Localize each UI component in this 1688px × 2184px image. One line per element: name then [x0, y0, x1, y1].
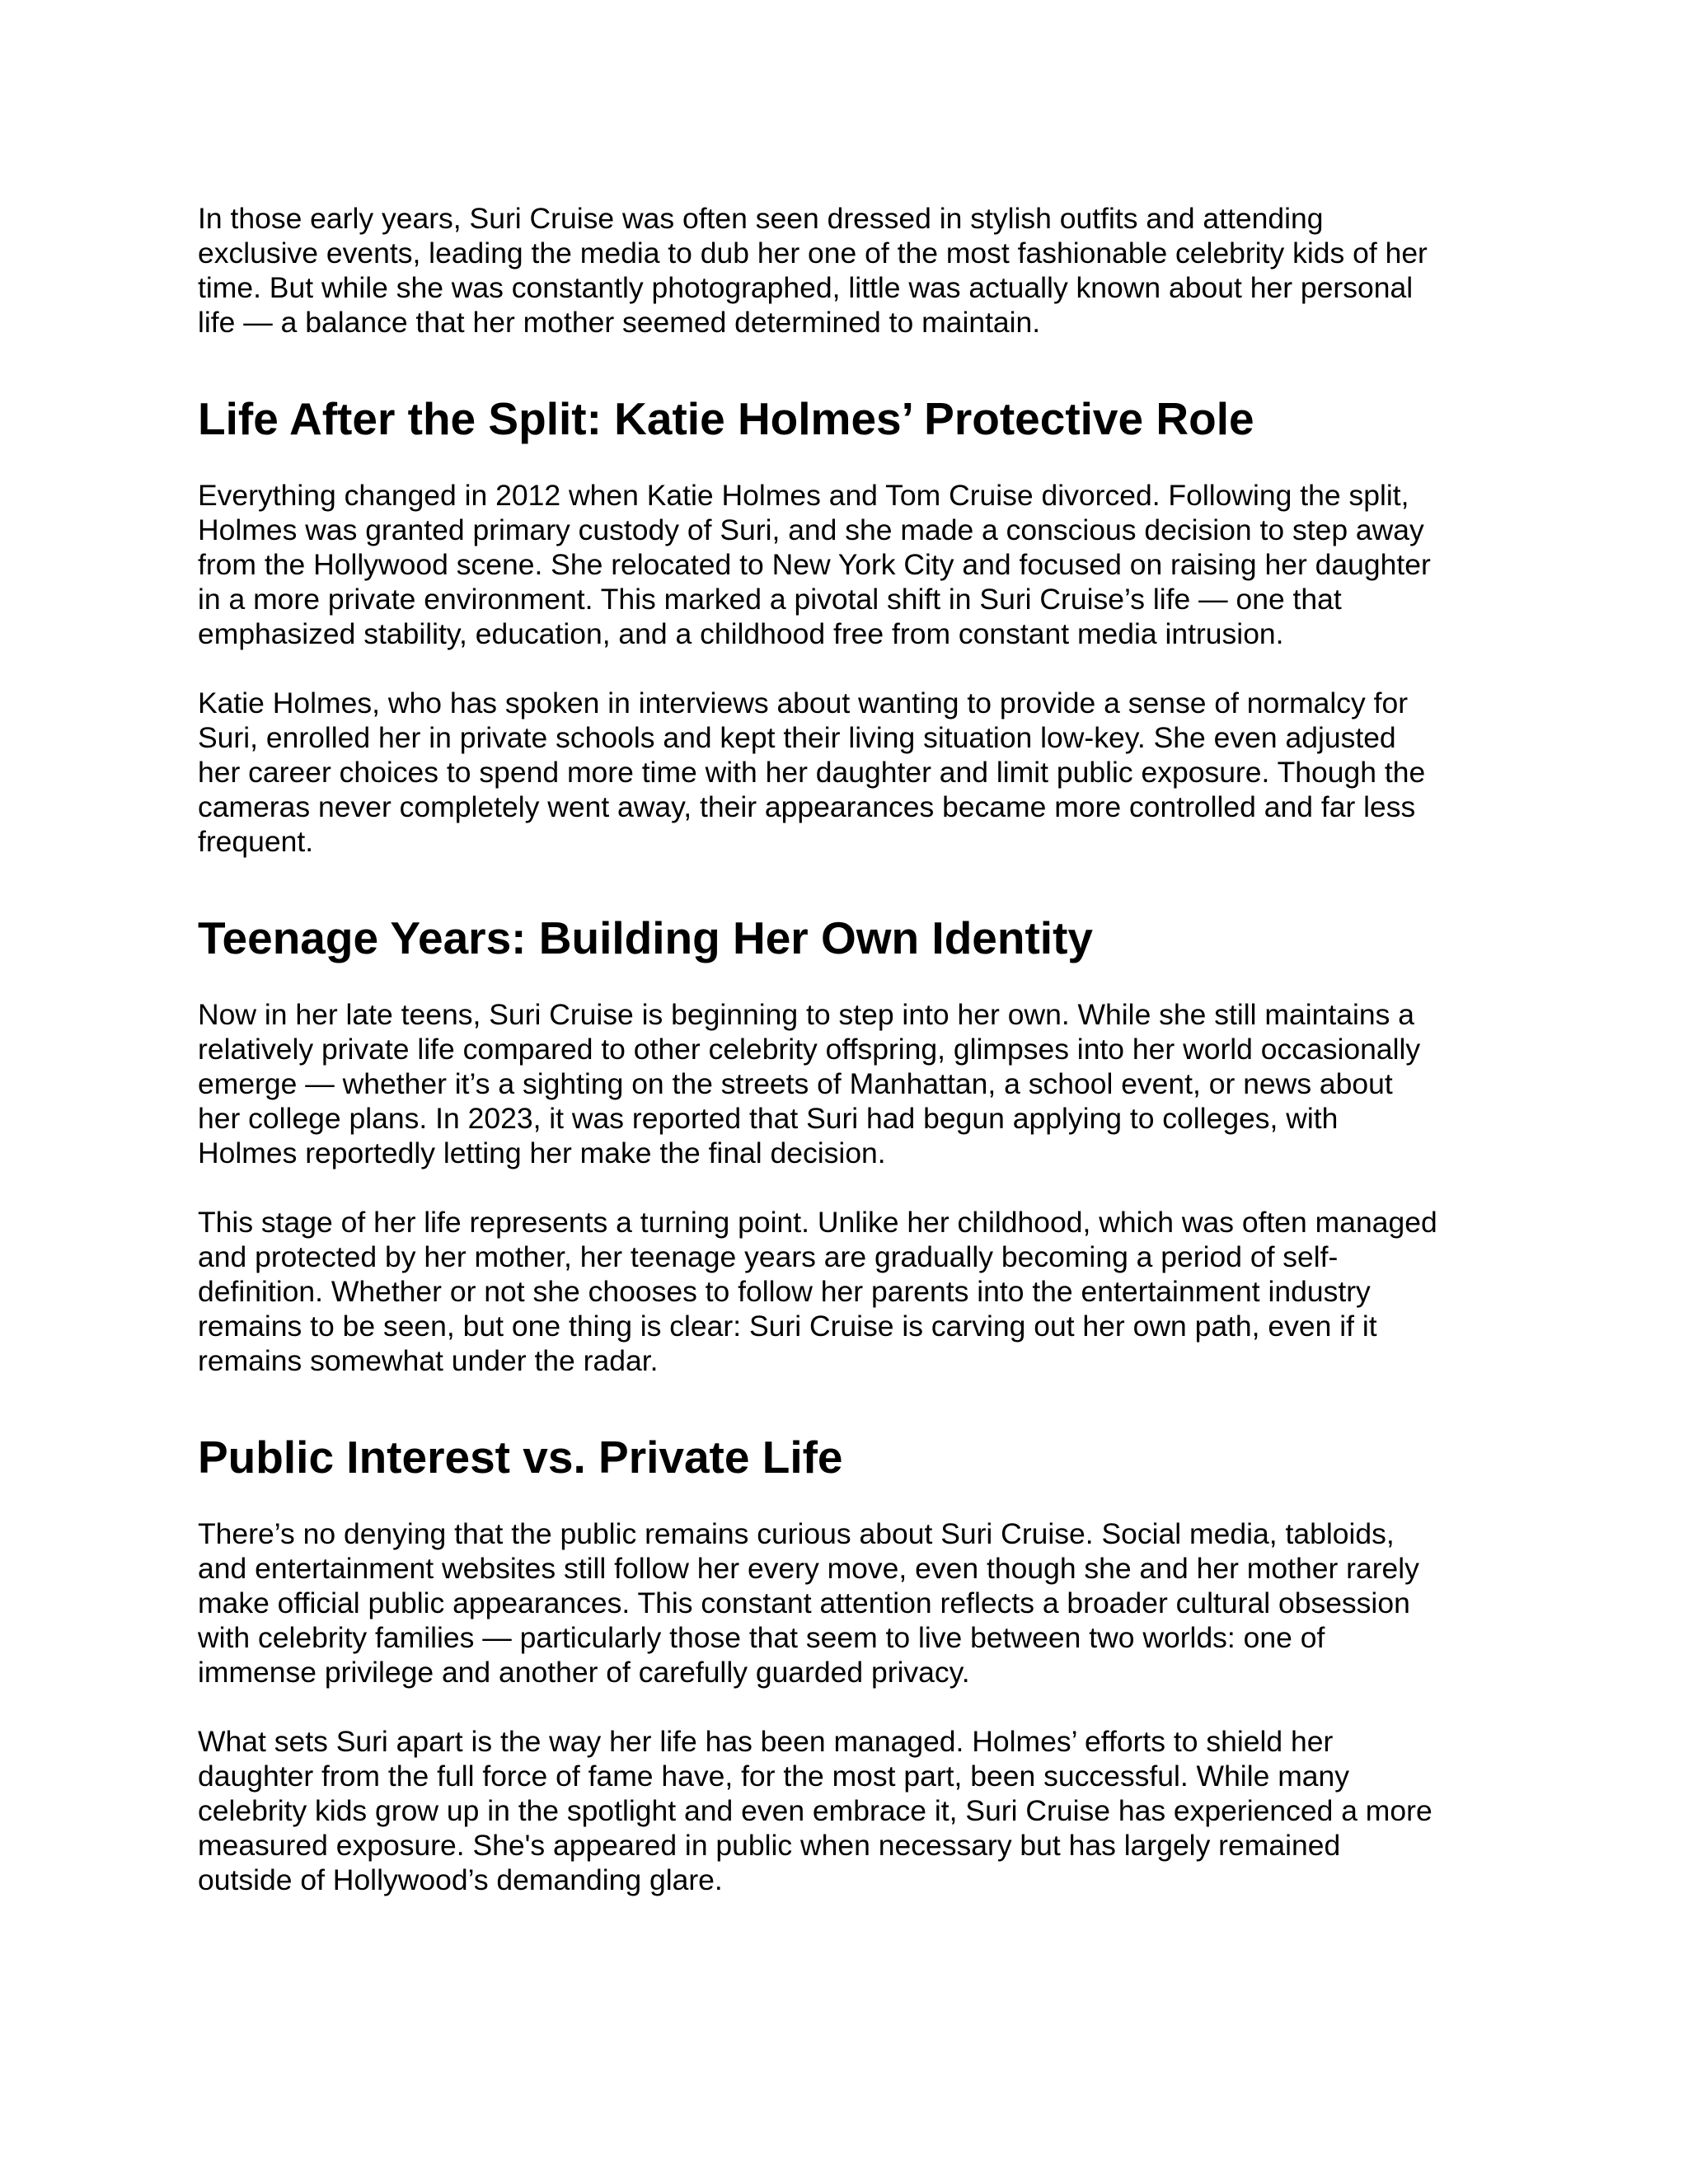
paragraph-split-2: Katie Holmes, who has spoken in interviews about wanting to provide a sense of normalcy for Suri, enrolled her in private schools and kept their living situation low-key. She even adjusted her career choices to spend more time with her daughter and limit public exposure. Though the cameras never completely went away, their appearances became more controlled and far less frequent. [198, 687, 1426, 858]
paragraph-public-2: What sets Suri apart is the way her life has been managed. Holmes’ efforts to shield her daughter from the full force of fame have, for the most part, been successful. While many celebrity kids grow up in the spotlight and even embrace it, Suri Cruise has experienced a more measured exposure. She's appeared in public when necessary but has largely remained outside of Hollywood’s demanding glare. [198, 1725, 1432, 1896]
intro-paragraph: In those early years, Suri Cruise was often seen dressed in stylish outfits and attending exclusive events, leading the media to dub her one of the most fashionable celebrity kids of her time. But while she was constantly photographed, little was actually known about her personal life — a balance that her mother seemed determined to maintain. [198, 202, 1428, 339]
document-page [198, 201, 1500, 1897]
section-heading-split: Life After the Split: Katie Holmes’ Protective Role [198, 393, 1254, 444]
paragraph-split-1: Everything changed in 2012 when Katie Holmes and Tom Cruise divorced. Following the split, Holmes was granted primary custody of Suri, and she made a conscious decision to step away from the Hollywood scene. She relocated to New York City and focused on raising her daughter in a more private environment. This marked a pivotal shift in Suri Cruise’s life — one that emphasized stability, education, and a childhood free from constant media intrusion. [198, 479, 1431, 650]
section-heading-public: Public Interest vs. Private Life [198, 1432, 843, 1483]
paragraph-teenage-2: This stage of her life represents a turning point. Unlike her childhood, which was often managed and protected by her mother, her teenage years are gradually becoming a period of self- definition. Whether or not she chooses to follow her parents into the entertainment industry remains to be seen, but one thing is clear: Suri Cruise is carving out her own path, even if it remains somewhat under the radar. [198, 1206, 1437, 1377]
section-heading-teenage: Teenage Years: Building Her Own Identity [198, 912, 1093, 963]
paragraph-teenage-1: Now in her late teens, Suri Cruise is beginning to step into her own. While she still maintains a relatively private life compared to other celebrity offspring, glimpses into her world occasionally emerge — whether it’s a sighting on the streets of Manhattan, a school event, or news about her college plans. In 2023, it was reported that Suri had begun applying to colleges, with Holmes reportedly letting her make the final decision. [198, 998, 1421, 1169]
paragraph-public-1: There’s no denying that the public remains curious about Suri Cruise. Social media, tabloids, and entertainment websites still follow her every move, even though she and her mother rarely make official public appearances. This constant attention reflects a broader cultural obsession with celebrity families — particularly those that seem to live between two worlds: one of immense privilege and another of carefully guarded privacy. [198, 1517, 1419, 1689]
